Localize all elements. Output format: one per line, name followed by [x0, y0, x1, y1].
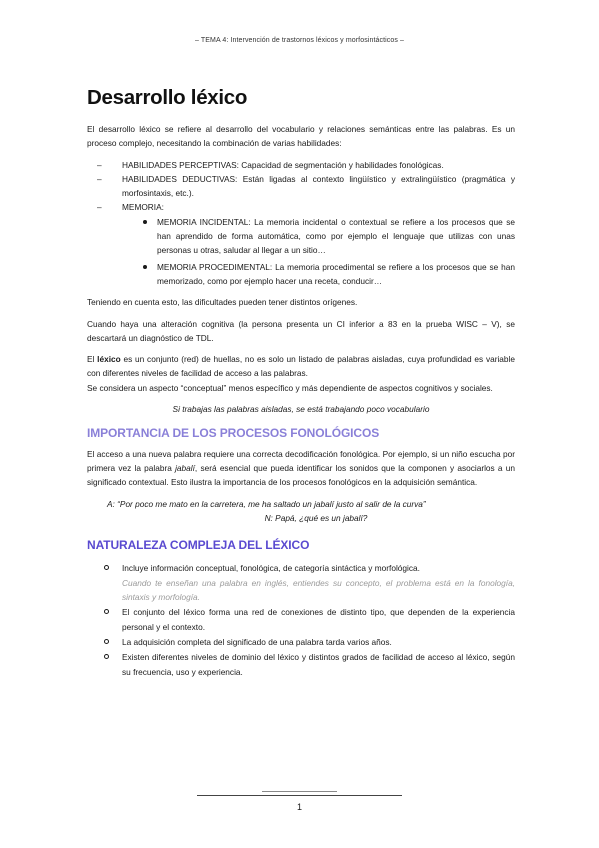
skill-deductive: – HABILIDADES DEDUCTIVAS: Están ligadas al contexto lingüístico y extralingüístico (pragmática y morfosintaxis, etc.).	[87, 172, 515, 201]
lexicon-list	[87, 561, 515, 678]
skill-perceptive: – HABILIDADES PERCEPTIVAS: Capacidad de segmentación y habilidades fonológicas.	[87, 158, 515, 172]
phono-post: , será esencial que pueda identificar los sonidos que la componen y asociarlos a un significado contextual. Esto ilustra la importancia de los procesos fonológicos en la adquisición semántica.	[87, 462, 515, 488]
lexicon-item: El conjunto del léxico forma una red de conexiones de distinto tipo, que dependen de la experiencia personal y el contexto.	[87, 605, 515, 634]
section-heading-phonological: IMPORTANCIA DE LOS PROCESOS FONOLÓGICOS	[87, 426, 380, 441]
lexicon-item	[87, 561, 515, 604]
running-header: – TEMA 4: Intervención de trastornos léxicos y morfosintácticos –	[194, 37, 405, 44]
lexico-post: es un conjunto (red) de huellas, no es solo un listado de palabras aisladas, cuya profundidad es variable con diferentes niveles de facilidad de acceso a las palabras.	[87, 354, 515, 379]
lexicon-item-text: Incluye información conceptual, fonológica, de categoría sintáctica y morfológica.	[122, 563, 420, 574]
phono-pre: El acceso a una nueva palabra requiere una correcta decodificación fonológica. Por ejemplo, si un niño escucha por primera vez la palabra	[87, 448, 515, 473]
page-number: 1	[296, 802, 302, 812]
quote-child: N: Papá, ¿qué es un jabalí?	[264, 512, 368, 523]
italic-note: Si trabajas las palabras aisladas, se está trabajando poco vocabulario	[172, 404, 430, 415]
memory-incidental: MEMORIA INCIDENTAL: La memoria incidental o contextual se refiere a los procesos que se han aprendido de forma automática, como por ejemplo el lenguaje que utilizas con unas personas u otras, saludar al llegar a un sitio…	[87, 215, 515, 258]
lexicon-item-note: Cuando te enseñan una palabra en inglés, entiendes su concepto, el problema está en la fonología, sintaxis y morfología.	[122, 577, 515, 603]
aspect-paragraph: Se considera un aspecto “conceptual” menos específico y más dependiente de aspectos cognitivos y sociales.	[87, 382, 493, 393]
lexicon-item: La adquisición completa del significado de una palabra tarda varios años.	[87, 635, 515, 649]
memory-procedural: MEMORIA PROCEDIMENTAL: La memoria procedimental se refiere a los procesos que se han memorizado, como por ejemplo hacer una receta, conducir…	[87, 260, 515, 289]
lexico-bold: léxico	[97, 354, 121, 365]
memory-list	[87, 215, 515, 288]
lexico-paragraph	[87, 352, 515, 381]
lexico-pre: El	[87, 354, 98, 365]
quote-adult: A: “Por poco me mato en la carretera, me ha saltado un jabalí justo al salir de la curva”	[107, 498, 426, 509]
skill-memory-label: MEMORIA:	[122, 202, 164, 213]
section-heading-lexicon: NATURALEZA COMPLEJA DEL LÉXICO	[87, 538, 310, 553]
footer-divider	[197, 795, 402, 796]
ci-paragraph: Cuando haya una alteración cognitiva (la persona presenta un CI inferior a 83 en la prueba WISC – V), se descartará un diagnóstico de TDL.	[87, 318, 515, 343]
skill-memory	[87, 200, 515, 288]
lexicon-item: Existen diferentes niveles de dominio del léxico y distintos grados de facilidad de acceso al léxico, según su frecuencia, uso y experiencia.	[87, 650, 515, 679]
body-content	[87, 122, 515, 680]
page-title: Desarrollo léxico	[87, 86, 248, 109]
origins-paragraph: Teniendo en cuenta esto, las dificultades pueden tener distintos orígenes.	[87, 297, 358, 308]
skills-list	[87, 158, 515, 289]
footer-divider-short	[262, 791, 337, 792]
phono-italic-word: jabalí	[175, 462, 195, 473]
intro-paragraph: El desarrollo léxico se refiere al desarrollo del vocabulario y relaciones semánticas entre las palabras. Es un proceso complejo, necesitando la combinación de varias habilidades:	[87, 124, 515, 149]
phonological-paragraph	[87, 447, 515, 490]
